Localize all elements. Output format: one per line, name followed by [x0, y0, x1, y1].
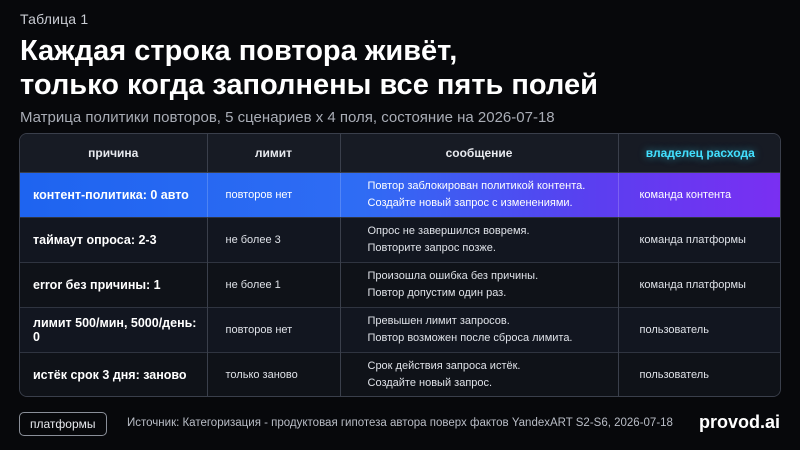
table-row [20, 307, 781, 352]
title-line-2: только когда заполнены все пять полей [20, 69, 598, 101]
platforms-badge: платформы [19, 412, 107, 436]
message-line: Срок действия запроса истёк. [367, 359, 521, 372]
cell-cause: таймаут опроса: 2-3 [20, 217, 207, 262]
retry-policy-table [19, 133, 781, 397]
message-line: Создайте новый запрос с изменениями. [367, 196, 573, 209]
table-header-row [20, 134, 781, 172]
cell-owner: команда платформы [618, 217, 781, 262]
table-row [20, 217, 781, 262]
cell-owner: команда платформы [618, 262, 781, 307]
cell-limit: не более 3 [207, 217, 340, 262]
cell-limit: не более 1 [207, 262, 340, 307]
page-subtitle: Матрица политики повторов, 5 сценариев x 4 поля, состояние на 2026-07-18 [20, 109, 555, 126]
table-row [20, 262, 781, 307]
message-line: Повтор заблокирован политикой контента. [367, 179, 586, 192]
cell-message [340, 172, 618, 217]
cell-cause: истёк срок 3 дня: заново [20, 352, 207, 397]
table-eyebrow: Таблица 1 [20, 11, 89, 27]
cell-message [340, 262, 618, 307]
header-cause: причина [20, 134, 207, 172]
cell-owner: пользователь [618, 352, 781, 397]
message-line: Повторите запрос позже. [367, 241, 496, 254]
table-row-highlighted [20, 172, 781, 217]
message-line: Произошла ошибка без причины. [367, 269, 539, 282]
message-line: Опрос не завершился вовремя. [367, 224, 530, 237]
cell-cause: error без причины: 1 [20, 262, 207, 307]
message-line: Повтор допустим один раз. [367, 286, 507, 299]
cell-message [340, 217, 618, 262]
message-line: Превышен лимит запросов. [367, 314, 510, 327]
page-title [20, 34, 780, 102]
message-line: Создайте новый запрос. [367, 376, 493, 389]
cell-cause: контент-политика: 0 авто [20, 172, 207, 217]
cell-message [340, 307, 618, 352]
message-line: Повтор возможен после сброса лимита. [367, 331, 573, 344]
cell-limit: только заново [207, 352, 340, 397]
header-cost-owner: владелец расхода [618, 134, 781, 172]
cell-owner: пользователь [618, 307, 781, 352]
cell-cause: лимит 500/мин, 5000/день: 0 [20, 307, 207, 352]
table-row [20, 352, 781, 397]
cell-limit: повторов нет [207, 307, 340, 352]
source-note: Источник: Категоризация - продуктовая гипотеза автора поверх фактов YandexART S2-S6, 2026-07-18 [127, 417, 673, 429]
header-message: сообщение [340, 134, 618, 172]
header-limit: лимит [207, 134, 340, 172]
brand-logo: provod.ai [698, 412, 780, 432]
cell-message [340, 352, 618, 397]
title-line-1: Каждая строка повтора живёт, [20, 35, 458, 67]
cell-owner: команда контента [618, 172, 781, 217]
cell-limit: повторов нет [207, 172, 340, 217]
